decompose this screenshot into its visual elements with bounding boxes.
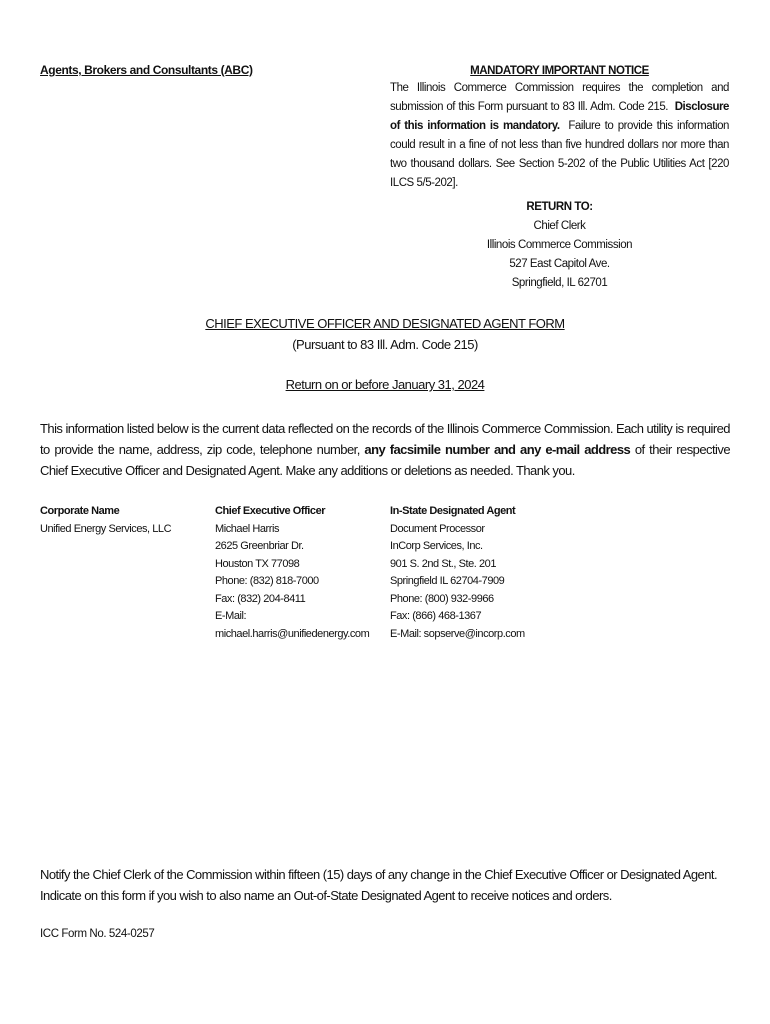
notice-body: [390, 79, 729, 193]
footer-notes: [40, 864, 740, 906]
notice-text-after: Failure to provide this information could result in a fine of not less than five hundred dollars nor more than two thousand dollars. See Section 5-202 of the Public Utilities Act [220 ILCS 5/5-202].: [390, 120, 729, 189]
return-to-line: Chief Clerk: [533, 220, 586, 232]
notice-bold-text: Disclosure of this information is mandatory.: [390, 101, 729, 132]
ceo-fax: Fax: (832) 204-8411: [215, 592, 306, 605]
corporate-column: [40, 503, 210, 538]
organization-name: Agents, Brokers and Consultants (ABC): [40, 63, 253, 77]
ceo-column: [215, 503, 387, 643]
intro-paragraph: [40, 418, 730, 481]
form-number: ICC Form No. 524-0257: [40, 928, 155, 940]
ceo-city: Houston TX 77098: [215, 557, 300, 570]
agent-heading: In-State Designated Agent: [390, 505, 516, 517]
form-title-block: [0, 313, 770, 355]
return-deadline: Return on or before January 31, 2024: [285, 377, 485, 392]
ceo-email: E-Mail: michael.harris@unifiedenergy.com: [215, 610, 370, 640]
return-to-label: RETURN TO:: [526, 201, 593, 213]
footer-note: Indicate on this form if you wish to also name an Out-of-State Designated Agent to receive notices and orders.: [40, 888, 612, 903]
ceo-name: Michael Harris: [215, 522, 279, 535]
agent-phone: Phone: (800) 932-9966: [390, 592, 494, 605]
mandatory-notice: [390, 63, 729, 193]
return-to-line: 527 East Capitol Ave.: [509, 258, 610, 270]
ceo-heading: Chief Executive Officer: [215, 505, 326, 517]
form-subtitle: (Pursuant to 83 Ill. Adm. Code 215): [292, 337, 478, 352]
agent-column: [390, 503, 590, 643]
intro-text-before: This information listed below is the current data reflected on the records of the Illinois Commerce Commission. Each utility is required to provide the name, address, zip code, telephone number,: [40, 421, 730, 457]
agent-company: InCorp Services, Inc.: [390, 540, 483, 552]
agent-fax: Fax: (866) 468-1367: [390, 610, 482, 622]
return-to-line: Springfield, IL 62701: [511, 277, 608, 289]
agent-name: Document Processor: [390, 522, 485, 535]
intro-bold-text: any facsimile number and any e-mail address: [364, 442, 631, 457]
return-to-line: Illinois Commerce Commission: [486, 239, 633, 251]
notice-heading: MANDATORY IMPORTANT NOTICE: [470, 65, 649, 77]
ceo-phone: Phone: (832) 818-7000: [215, 575, 319, 587]
agent-city: Springfield IL 62704-7909: [390, 575, 505, 587]
corporate-name: Unified Energy Services, LLC: [40, 522, 172, 535]
footer-note: Notify the Chief Clerk of the Commission within fifteen (15) days of any change in the Chief Executive Officer or Designated Agent.: [40, 867, 718, 882]
return-to-address: [390, 198, 729, 293]
agent-street: 901 S. 2nd St., Ste. 201: [390, 557, 497, 570]
ceo-street: 2625 Greenbriar Dr.: [215, 540, 304, 552]
corporate-heading: Corporate Name: [40, 505, 120, 517]
form-title: CHIEF EXECUTIVE OFFICER AND DESIGNATED AGENT FORM: [205, 316, 565, 331]
agent-email: E-Mail: sopserve@incorp.com: [390, 627, 525, 640]
intro-text-after: of their respective Chief Executive Officer and Designated Agent. Make any additions or deletions as needed. Thank you.: [40, 442, 731, 478]
notice-text-before: The Illinois Commerce Commission requires the completion and submission of this Form pursuant to 83 Ill. Adm. Code 215.: [390, 82, 729, 113]
